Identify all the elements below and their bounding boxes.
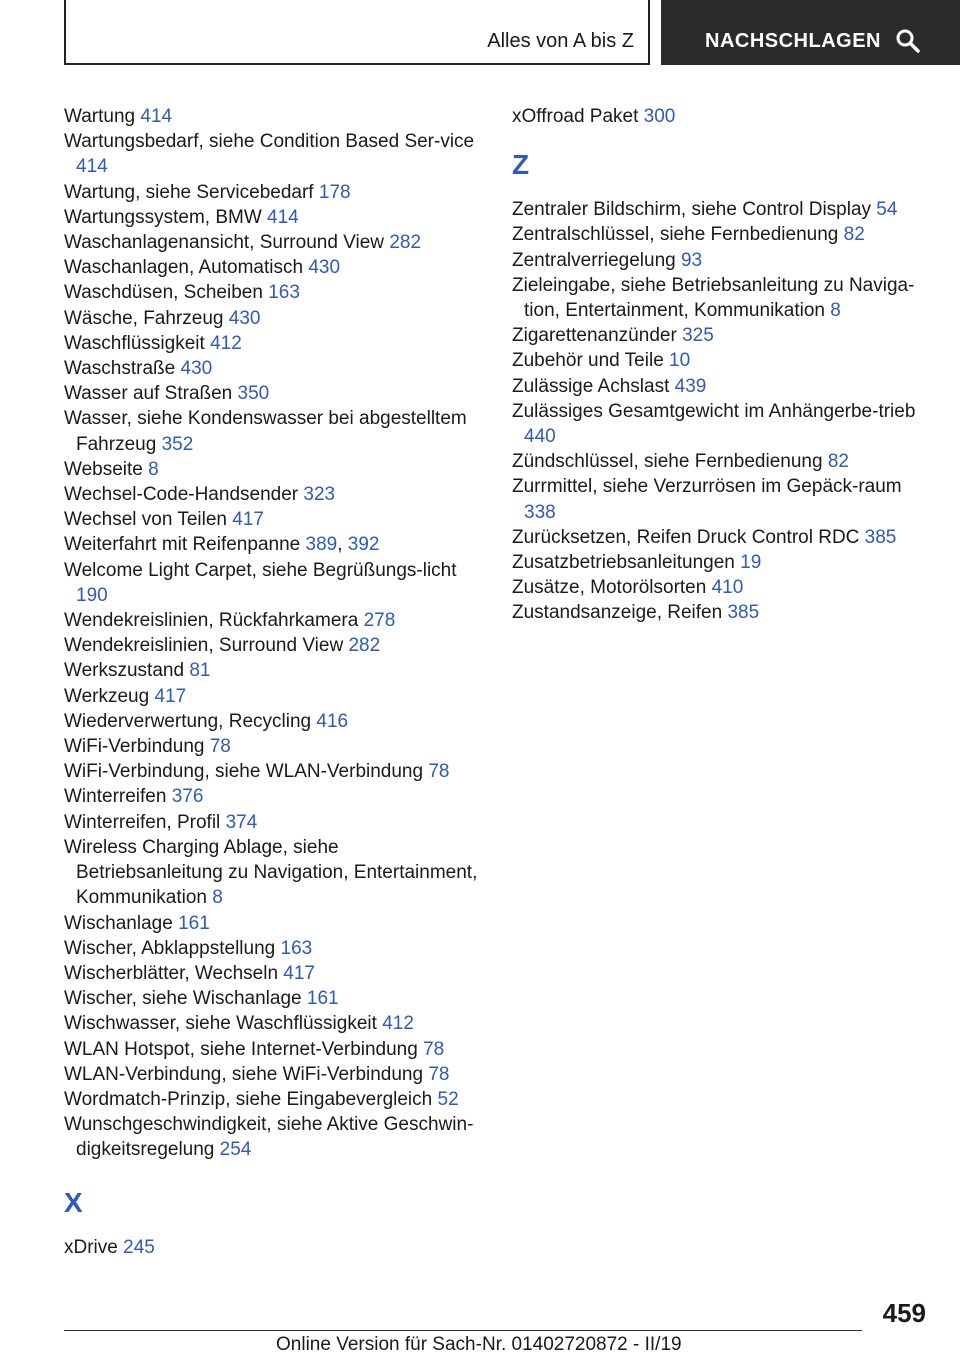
index-entry-text: Wendekreislinien, Surround View [64, 635, 344, 657]
page-reference-link[interactable]: 392 [347, 534, 380, 556]
index-entry [512, 348, 932, 373]
index-entry [64, 1062, 484, 1087]
index-entry [512, 550, 932, 575]
index-entry-text: Wechsel-Code-Handsender [64, 484, 299, 506]
index-entry [64, 306, 484, 331]
index-entry-text: Waschflüssigkeit [64, 332, 205, 354]
index-entry-text: Wischanlage [64, 912, 173, 934]
index-entry [64, 255, 484, 280]
page-reference-link[interactable]: 430 [308, 257, 341, 279]
page-reference-link[interactable]: 282 [348, 635, 381, 657]
index-entry-text: Wartung [64, 106, 136, 127]
page-reference-link[interactable]: 410 [711, 577, 744, 599]
index-entry [64, 734, 484, 759]
nachschlagen-tab[interactable] [661, 0, 960, 65]
index-entry-text: Wechsel von Teilen [64, 509, 228, 531]
page-reference-link[interactable]: 81 [189, 660, 211, 682]
page-reference-link[interactable]: 82 [827, 451, 849, 473]
index-entry-text: Zentraler Bildschirm, siehe Control Display [512, 199, 872, 221]
index-entry [64, 608, 484, 633]
index-entry-text: Winterreifen [64, 786, 167, 808]
page-reference-link[interactable]: 417 [283, 962, 315, 984]
page-reference-link[interactable]: 254 [219, 1139, 252, 1161]
index-entry [64, 810, 484, 835]
page-reference-link[interactable]: 323 [303, 484, 336, 506]
page-reference-link[interactable]: 414 [76, 156, 108, 178]
index-entry [64, 1112, 484, 1162]
index-entry-text: xOffroad Paket [512, 106, 639, 127]
index-entry-text: Waschstraße [64, 358, 176, 380]
index-entry [64, 1011, 484, 1036]
index-entry [64, 457, 484, 482]
index-entry-text: Wartung, siehe Servicebedarf [64, 181, 314, 203]
index-entry-text: Wireless Charging Ablage, siehe Betriebsanleitung zu Navigation, Entertainment, Kommunikation [64, 836, 478, 909]
section-letter-z: Z [512, 149, 530, 181]
index-entry [512, 575, 932, 600]
index-entry [64, 835, 484, 911]
page-reference-link[interactable]: 416 [316, 710, 349, 732]
index-entry [64, 759, 484, 784]
index-entry [64, 280, 484, 305]
index-entry [64, 961, 484, 986]
index-entry [64, 356, 484, 381]
page-reference-link[interactable]: 414 [140, 106, 173, 127]
page-reference-link[interactable]: 178 [318, 181, 351, 203]
page-reference-link[interactable]: 52 [437, 1088, 459, 1110]
index-entry-text: Winterreifen, Profil [64, 811, 221, 833]
index-entry [512, 449, 932, 474]
page-reference-link[interactable]: 8 [830, 300, 841, 322]
index-entry [64, 406, 484, 456]
index-entry [64, 1087, 484, 1112]
index-entry [512, 374, 932, 399]
search-icon[interactable] [895, 28, 921, 54]
page-reference-link[interactable]: 414 [267, 206, 299, 228]
page-reference-link[interactable]: 439 [674, 375, 707, 397]
index-entry [64, 129, 484, 179]
index-entry [512, 197, 932, 222]
index-column-left [64, 104, 484, 1260]
index-entry-text: Wischer, Abklappstellung [64, 937, 276, 959]
index-entry-text: Wendekreislinien, Rückfahrkamera [64, 610, 359, 632]
index-entry [64, 784, 484, 809]
page-reference-link[interactable]: 412 [382, 1013, 414, 1035]
index-group-w [64, 104, 484, 1163]
index-entry-text: Werkzeug [64, 685, 150, 707]
index-entry-text: Wäsche, Fahrzeug [64, 307, 224, 329]
nachschlagen-tab-label: NACHSCHLAGEN [705, 30, 881, 52]
page-reference-link[interactable]: 245 [123, 1236, 155, 1258]
index-entry-text: Wischer, siehe Wischanlage [64, 988, 302, 1010]
index-entry [512, 323, 932, 348]
header-title: Alles von A bis Z [487, 30, 634, 52]
index-entry-text: Waschanlagen, Automatisch [64, 257, 304, 279]
index-entry-text: Zündschlüssel, siehe Fernbedienung [512, 451, 823, 473]
index-entry-text: Zurrmittel, siehe Verzurrösen im Gepäck‐raum [512, 476, 902, 498]
page-reference-link[interactable]: 282 [389, 232, 422, 254]
page-reference-link[interactable]: 338 [524, 501, 556, 523]
page-reference-link[interactable]: 19 [740, 552, 762, 574]
index-entry: Weiterfahrt mit Reifenpanne 389, 392 [64, 534, 380, 556]
page-reference-link[interactable]: 78 [428, 761, 450, 783]
index-column-right [512, 104, 932, 626]
index-entry-text: WiFi-Verbindung [64, 736, 205, 758]
index-entry-text: WLAN Hotspot, siehe Internet-Verbindung [64, 1038, 418, 1060]
index-entry-text: Waschanlagenansicht, Surround View [64, 232, 385, 254]
page-reference-link[interactable]: 325 [682, 325, 714, 347]
index-entry-text: Zigarettenanzünder [512, 325, 677, 347]
index-entry [64, 205, 484, 230]
index-entry-text: Zieleingabe, siehe Betriebsanleitung zu Naviga‐tion, Entertainment, Kommunikation [512, 274, 915, 322]
index-entry [64, 709, 484, 734]
index-entry [512, 273, 932, 323]
page-reference-link[interactable]: 374 [225, 811, 258, 833]
index-entry-text: Wordmatch-Prinzip, siehe Eingabevergleich [64, 1088, 433, 1110]
index-entry-text: Wasser, siehe Kondenswasser bei abgestelltem Fahrzeug [64, 408, 467, 455]
page-reference-link[interactable]: 163 [268, 282, 300, 304]
index-entry-text: Zusatzbetriebsanleitungen [512, 552, 735, 574]
index-entry-text: Weiterfahrt mit Reifenpanne [64, 534, 301, 556]
page-number: 459 [882, 1298, 926, 1328]
index-entry-text: Zulässige Achslast [512, 375, 670, 397]
page-reference-link[interactable]: 430 [180, 358, 213, 380]
page-reference-link[interactable]: 78 [428, 1063, 450, 1085]
index-entry [64, 986, 484, 1011]
page-reference-link[interactable]: 163 [280, 937, 313, 959]
index-entry-text: Zentralverriegelung [512, 249, 676, 271]
index-entry [64, 507, 484, 532]
index-entry-text: Webseite [64, 458, 143, 480]
index-entry-text: Wartungssystem, BMW [64, 206, 262, 228]
header-title-box [64, 0, 650, 65]
index-entry [64, 1235, 484, 1260]
index-entry-text: Zentralschlüssel, siehe Fernbedienung [512, 224, 839, 246]
index-entry [512, 248, 932, 273]
index-entry-text: Wunschgeschwindigkeit, siehe Aktive Geschwin‐digkeitsregelung [64, 1114, 474, 1161]
page-reference-link[interactable]: 376 [171, 786, 204, 808]
page-reference-link[interactable]: 161 [178, 912, 210, 934]
page-reference-link[interactable]: 54 [876, 199, 898, 221]
page-reference-link[interactable]: 190 [76, 584, 108, 606]
index-group-x-continued [512, 104, 932, 129]
page-reference-link[interactable]: 82 [843, 224, 865, 246]
index-entry-text: Zustandsanzeige, Reifen [512, 602, 723, 624]
index-entry-text: WLAN-Verbindung, siehe WiFi-Verbindung [64, 1063, 424, 1085]
page-reference-link[interactable]: 78 [209, 736, 231, 758]
index-entry [512, 600, 932, 625]
index-entry [64, 1037, 484, 1062]
index-entry [64, 381, 484, 406]
page-reference-link[interactable]: 300 [643, 106, 676, 127]
page-reference-link[interactable]: 430 [228, 307, 261, 329]
index-entry-text: Zusätze, Motorölsorten [512, 577, 707, 599]
index-entry [64, 230, 484, 255]
index-entry-text: Werkszustand [64, 660, 185, 682]
index-entry-text: Zulässiges Gesamtgewicht im Anhängerbe‐trieb [512, 400, 916, 422]
footer-divider [64, 1330, 862, 1331]
index-entry [64, 658, 484, 683]
index-entry-text: xDrive [64, 1236, 118, 1258]
index-entry-text: Zubehör und Teile [512, 350, 664, 372]
page-reference-link[interactable]: 93 [680, 249, 703, 271]
index-entry-text: Wasser auf Straßen [64, 383, 233, 405]
footer-version-text: Online Version für Sach-Nr. 01402720872 - II/19 [276, 1334, 682, 1355]
page-reference-link[interactable]: 385 [727, 602, 760, 624]
index-entry-text: Welcome Light Carpet, siehe Begrüßungs‐licht [64, 559, 457, 581]
index-entry [64, 936, 484, 961]
page-reference-link[interactable]: 417 [154, 685, 187, 707]
page-reference-link[interactable]: 350 [237, 383, 270, 405]
index-entry [64, 331, 484, 356]
page-reference-link[interactable]: 352 [161, 433, 194, 455]
page-reference-link[interactable]: 385 [864, 526, 897, 548]
index-entry [512, 474, 932, 524]
index-entry-text: WiFi-Verbindung, siehe WLAN-Verbindung [64, 761, 424, 783]
index-entry [64, 684, 484, 709]
page-reference-link[interactable]: 8 [148, 458, 159, 480]
index-entry-text: Wartungsbedarf, siehe Condition Based Ser‐vice [64, 131, 475, 153]
index-entry-text: Wiederverwertung, Recycling [64, 710, 312, 732]
page-reference-link[interactable]: 161 [306, 988, 339, 1010]
index-entry [512, 104, 932, 129]
index-entry [64, 558, 484, 608]
index-entry [512, 399, 932, 449]
section-letter-x: X [64, 1186, 83, 1218]
index-entry [512, 525, 932, 550]
page-reference-link[interactable]: 278 [363, 610, 396, 632]
page-reference-link[interactable]: 417 [232, 509, 264, 531]
index-group-z [512, 197, 932, 625]
page-reference-link[interactable]: 78 [423, 1038, 445, 1060]
index-entry-text: Wischwasser, siehe Waschflüssigkeit [64, 1013, 377, 1035]
index-entry-text: Waschdüsen, Scheiben [64, 282, 263, 304]
page-reference-link[interactable]: 440 [524, 426, 556, 448]
index-entry [64, 482, 484, 507]
index-entry [64, 911, 484, 936]
index-entry [64, 104, 484, 129]
index-entry [512, 222, 932, 247]
index-entry-text: Zurücksetzen, Reifen Druck Control RDC [512, 526, 860, 548]
page-reference-link[interactable]: 8 [212, 887, 223, 909]
page-reference-link[interactable]: 389 [305, 534, 338, 556]
index-entry [64, 180, 484, 205]
index-entry [64, 633, 484, 658]
page-reference-link[interactable]: 10 [669, 350, 691, 372]
index-entry-text: Wischerblätter, Wechseln [64, 962, 279, 984]
index-group-x [64, 1235, 484, 1260]
page-reference-link[interactable]: 412 [210, 332, 242, 354]
